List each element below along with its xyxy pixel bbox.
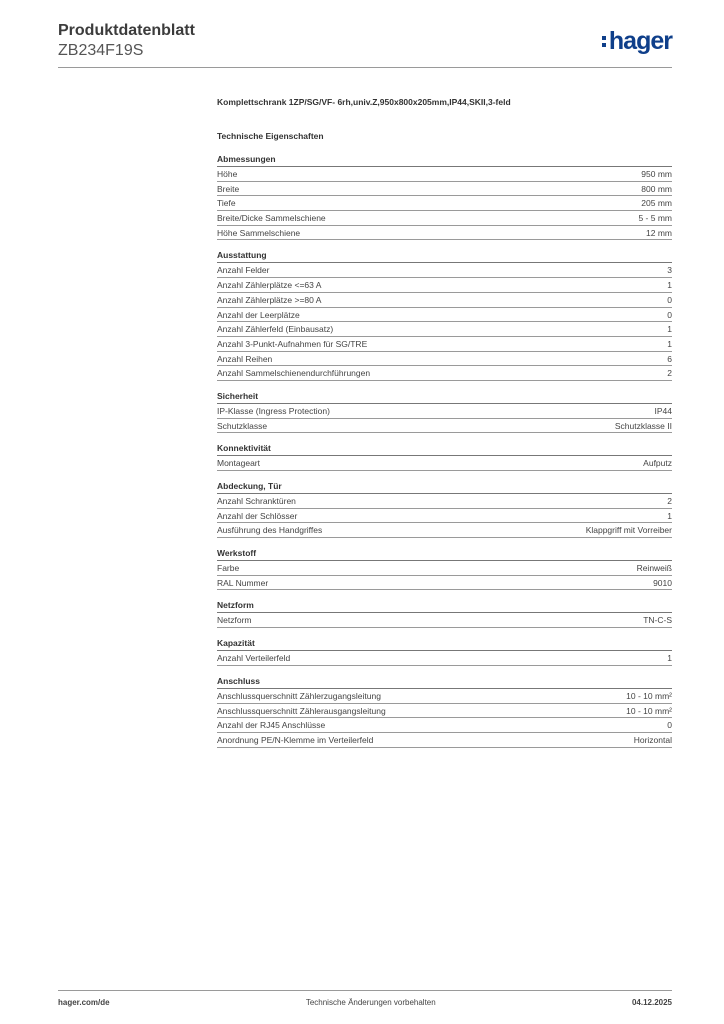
property-value: 10 - 10 mm²: [626, 705, 672, 716]
property-label: Anzahl 3-Punkt-Aufnahmen für SG/TRE: [217, 338, 368, 349]
property-value: Klappgriff mit Vorreiber: [585, 525, 672, 536]
property-row: [217, 263, 672, 278]
property-value: Aufputz: [643, 458, 672, 469]
property-row: [217, 561, 672, 576]
property-label: Anschlussquerschnitt Zählerausgangsleitung: [217, 705, 386, 716]
property-section: [217, 442, 672, 471]
property-value: 1: [667, 324, 672, 335]
section-title: Anschluss: [217, 675, 672, 689]
page-title: Produktdatenblatt: [58, 22, 195, 39]
property-section: [217, 480, 672, 538]
section-title: Ausstattung: [217, 249, 672, 263]
property-label: Anzahl der Leerplätze: [217, 309, 300, 320]
property-row: [217, 523, 672, 538]
hager-logo: [602, 29, 672, 54]
property-value: IP44: [654, 405, 672, 416]
footer-website: hager.com/de: [58, 998, 110, 1007]
property-value: Schutzklasse II: [614, 420, 672, 431]
property-value: 2: [667, 496, 672, 506]
property-row: [217, 494, 672, 509]
section-title: Sicherheit: [217, 390, 672, 404]
property-label: Anordnung PE/N-Klemme im Verteilerfeld: [217, 734, 374, 745]
property-row: [217, 733, 672, 748]
property-value: 5 - 5 mm: [638, 213, 672, 224]
property-label: Anzahl Zählerplätze <=63 A: [217, 280, 322, 291]
property-row: [217, 293, 672, 308]
footer-divider: [58, 990, 672, 991]
property-value: 9010: [653, 577, 672, 588]
property-label: Anzahl Schranktüren: [217, 496, 296, 506]
property-row: [217, 404, 672, 419]
logo-dots-icon: [602, 36, 606, 47]
property-label: Anzahl Felder: [217, 265, 270, 276]
property-value: 2: [667, 368, 672, 379]
section-title: Netzform: [217, 599, 672, 613]
property-value: 950 mm: [641, 169, 672, 179]
property-row: [217, 366, 672, 381]
property-value: Horizontal: [633, 734, 672, 745]
technical-properties-heading: Technische Eigenschaften: [217, 131, 324, 141]
logo-text: hager: [608, 27, 672, 55]
document-header: [58, 22, 195, 60]
property-section: [217, 675, 672, 748]
property-section: [217, 599, 672, 628]
property-label: IP-Klasse (Ingress Protection): [217, 405, 330, 416]
property-row: [217, 704, 672, 719]
property-row: [217, 689, 672, 704]
product-number: ZB234F19S: [58, 42, 144, 59]
section-title: Abmessungen: [217, 153, 672, 167]
property-row: [217, 278, 672, 293]
property-label: RAL Nummer: [217, 577, 269, 588]
property-label: Anzahl Verteilerfeld: [217, 653, 291, 664]
property-row: [217, 226, 672, 241]
page-footer: [58, 998, 672, 1007]
section-title: Konnektivität: [217, 442, 672, 456]
property-label: Höhe: [217, 169, 238, 179]
property-row: [217, 651, 672, 666]
property-label: Anzahl Zählerplätze >=80 A: [217, 294, 322, 305]
property-row: [217, 576, 672, 591]
property-row: [217, 211, 672, 226]
property-row: [217, 182, 672, 197]
property-row: [217, 718, 672, 733]
property-value: 1: [667, 338, 672, 349]
property-value: 0: [667, 294, 672, 305]
property-value: 1: [667, 510, 672, 521]
section-title: Kapazität: [217, 637, 672, 651]
property-label: Netzform: [217, 615, 252, 626]
property-label: Anzahl der Schlösser: [217, 510, 298, 521]
property-label: Anzahl Reihen: [217, 353, 273, 364]
property-section: [217, 547, 672, 590]
property-value: 800 mm: [641, 183, 672, 194]
property-label: Farbe: [217, 563, 240, 574]
property-label: Schutzklasse: [217, 420, 268, 431]
property-value: 205 mm: [641, 198, 672, 209]
property-section: [217, 153, 672, 240]
property-row: [217, 167, 672, 182]
property-value: 1: [667, 280, 672, 291]
property-row: [217, 337, 672, 352]
property-value: 0: [667, 720, 672, 731]
footer-date: 04.12.2025: [631, 998, 672, 1007]
property-section: [217, 249, 672, 381]
property-label: Anschlussquerschnitt Zählerzugangsleitung: [217, 690, 381, 701]
property-row: [217, 456, 672, 471]
header-divider: [58, 67, 672, 68]
property-row: [217, 308, 672, 323]
property-row: [217, 509, 672, 524]
section-title: Abdeckung, Tür: [217, 480, 672, 494]
property-label: Breite: [217, 183, 240, 194]
property-value: 1: [667, 653, 672, 664]
footer-disclaimer: Technische Änderungen vorbehalten: [305, 998, 436, 1007]
property-row: [217, 419, 672, 434]
section-title: Werkstoff: [217, 547, 672, 561]
product-description: Komplettschrank 1ZP/SG/VF- 6rh,univ.Z,950x800x205mm,IP44,SKII,3-feld: [217, 97, 511, 107]
property-value: 3: [667, 265, 672, 276]
property-value: Reinweiß: [636, 563, 672, 574]
property-label: Anzahl Sammelschienendurchführungen: [217, 368, 371, 379]
property-section: [217, 390, 672, 433]
property-value: 0: [667, 309, 672, 320]
property-row: [217, 322, 672, 337]
property-row: [217, 352, 672, 367]
property-row: [217, 196, 672, 211]
property-section: [217, 637, 672, 666]
property-label: Höhe Sammelschiene: [217, 227, 301, 238]
property-label: Ausführung des Handgriffes: [217, 525, 323, 536]
property-value: 12 mm: [646, 227, 672, 238]
property-sections: [217, 153, 672, 748]
datasheet-content: [217, 96, 672, 757]
property-label: Anzahl der RJ45 Anschlüsse: [217, 720, 326, 731]
property-label: Breite/Dicke Sammelschiene: [217, 213, 326, 224]
property-label: Anzahl Zählerfeld (Einbausatz): [217, 324, 334, 335]
property-label: Montageart: [217, 458, 260, 469]
property-value: 6: [667, 353, 672, 364]
property-label: Tiefe: [217, 198, 236, 209]
property-value: TN-C-S: [643, 615, 672, 626]
property-value: 10 - 10 mm²: [626, 690, 672, 701]
property-row: [217, 613, 672, 628]
